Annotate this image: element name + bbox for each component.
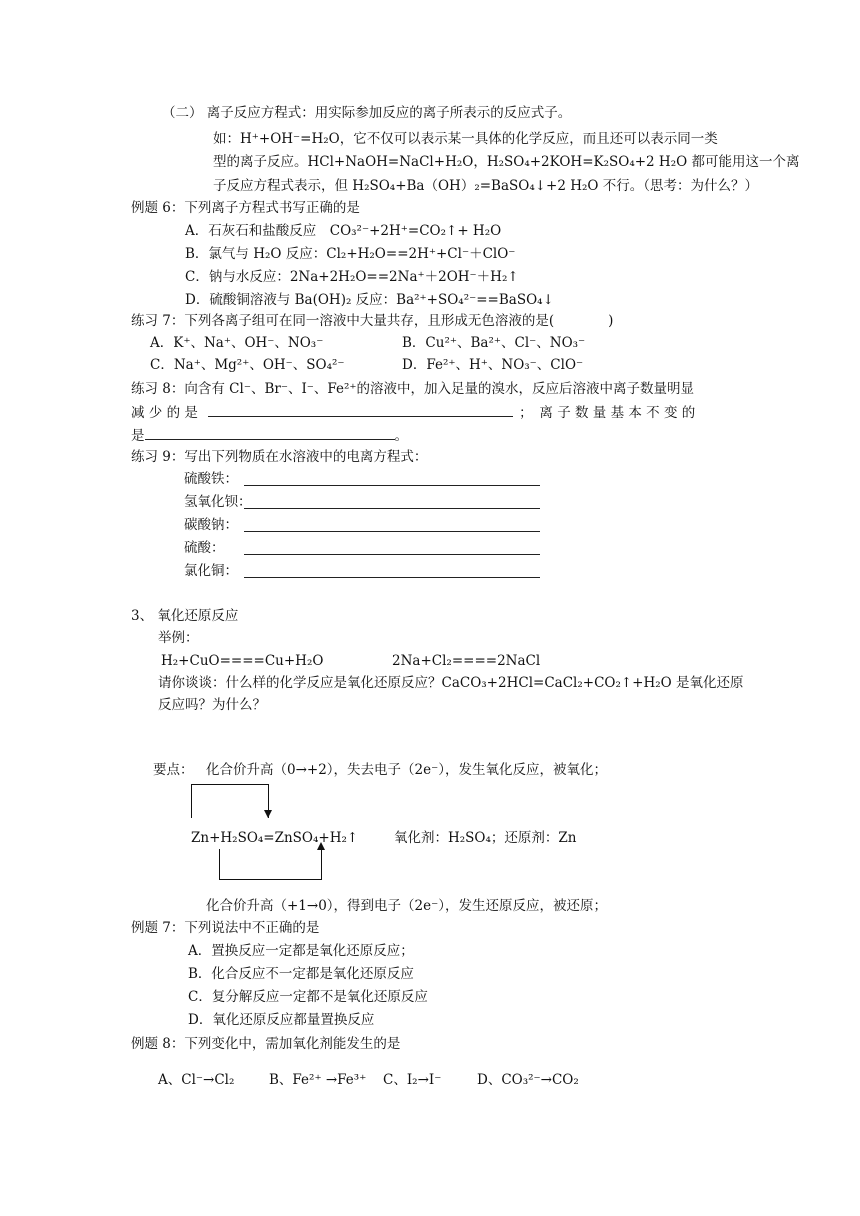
ionic-equation-text-3: 子反应方程式表示，但 H₂SO₄+Ba（OH）₂=BaSO₄↓+2 H₂O 不行。（思考：为什么？） xyxy=(213,178,759,194)
practice-9-blank[interactable] xyxy=(244,554,540,555)
example-7-option-a: A．置换反应一定都是氧化还原反应； xyxy=(188,943,414,959)
practice-8-line-2 xyxy=(131,403,695,422)
practice-9-blank[interactable] xyxy=(244,531,540,532)
example-8-option-a: A、Cl⁻→Cl₂ xyxy=(158,1072,235,1088)
example-7-question: 例题 7：下列说法中不正确的是 xyxy=(131,920,320,936)
oxidant-reductant-text: 氧化剂：H₂SO₄；还原剂：Zn xyxy=(394,830,577,846)
practice-8-period: 。 xyxy=(394,428,408,444)
example-7-option-d: D．氧化还原反应都量置换反应 xyxy=(188,1012,375,1028)
practice-9-blank[interactable] xyxy=(244,508,540,509)
example-8-option-b: B、Fe²⁺ →Fe³⁺ xyxy=(269,1072,367,1088)
practice-8-unchanged-blank[interactable] xyxy=(145,426,395,440)
example-6-option-c: C．钠与水反应：2Na+2H₂O==2Na⁺＋2OH⁻＋H₂↑ xyxy=(185,269,519,285)
reduction-bracket xyxy=(219,849,322,880)
practice-9-item: 碳酸钠： xyxy=(184,517,238,533)
example-6-option-b: B．氯气与 H₂O 反应：Cl₂+H₂O==2H⁺+Cl⁻＋ClO⁻ xyxy=(185,246,516,262)
redox-equation-2: 2Na+Cl₂====2NaCl xyxy=(392,653,541,669)
oxidation-description: 化合价升高（0→+2），失去电子（2e⁻），发生氧化反应，被氧化； xyxy=(206,762,608,778)
example-6-option-d: D．硫酸铜溶液与 Ba(OH)₂ 反应：Ba²⁺+SO₄²⁻==BaSO₄↓ xyxy=(185,292,554,308)
section-redox-heading: 3、 氧化还原反应 xyxy=(131,608,239,624)
reduction-description: 化合价升高（+1→0），得到电子（2e⁻），发生还原反应，被还原； xyxy=(206,898,608,914)
section-ionic-equation-heading: （二） 离子反应方程式：用实际参加反应的离子所表示的反应式子。 xyxy=(162,105,572,121)
ionic-equation-text-1: 如：H⁺+OH⁻=H₂O，它不仅可以表示某一具体的化学反应，而且还可以表示同一类 xyxy=(213,131,718,147)
practice-8-unchanged-label: ； 离 子 数 量 基 本 不 变 的 xyxy=(519,405,696,421)
practice-9-blank[interactable] xyxy=(244,577,540,578)
redox-discussion-2: 反应吗？为什么？ xyxy=(158,697,266,713)
practice-9-item: 硫酸铁： xyxy=(184,471,238,487)
example-6-question: 例题 6：下列离子方程式书写正确的是 xyxy=(131,200,360,216)
practice-8-line-3 xyxy=(131,426,408,445)
practice-7-option-a: A．K⁺、Na⁺、OH⁻、NO₃⁻ xyxy=(150,335,324,351)
reduction-arrow-head xyxy=(317,842,325,850)
practice-7-option-d: D．Fe²⁺、H⁺、NO₃⁻、ClO⁻ xyxy=(402,357,584,373)
practice-8-is-label: 是 xyxy=(131,428,145,444)
oxidation-arrow-head xyxy=(264,810,272,818)
practice-9-item: 硫酸： xyxy=(184,540,225,556)
practice-9-question: 练习 9：写出下列物质在水溶液中的电离方程式： xyxy=(131,449,428,465)
key-points-label: 要点： xyxy=(153,762,194,778)
redox-discussion-1: 请你谈谈：什么样的化学反应是氧化还原反应？CaCO₃+2HCl=CaCl₂+CO₂↑+H₂O 是氧化还原 xyxy=(158,675,744,691)
example-6-option-a: A．石灰石和盐酸反应 CO₃²⁻+2H⁺=CO₂↑+ H₂O xyxy=(185,223,502,239)
example-7-option-c: C．复分解反应一定都不是氧化还原反应 xyxy=(188,989,428,1005)
example-8-option-c: C、I₂→I⁻ xyxy=(383,1072,442,1088)
example-7-option-b: B．化合反应不一定都是氧化还原反应 xyxy=(188,966,414,982)
practice-7-option-c: C．Na⁺、Mg²⁺、OH⁻、SO₄²⁻ xyxy=(150,357,345,373)
practice-8-reduced-blank[interactable] xyxy=(208,403,513,417)
redox-example-label: 举例： xyxy=(158,630,199,646)
practice-9-blank[interactable] xyxy=(244,485,540,486)
ionic-equation-text-2: 型的离子反应。HCl+NaOH=NaCl+H₂O，H₂SO₄+2KOH=K₂SO₄+2 H₂O 都可能用这一个离 xyxy=(213,154,800,170)
practice-8-line-1: 练习 8：向含有 Cl⁻、Br⁻、I⁻、Fe²⁺的溶液中，加入足量的溴水，反应后溶液中离子数量明显 xyxy=(131,381,695,397)
practice-7-question: 练习 7：下列各离子组可在同一溶液中大量共存，且形成无色溶液的是( ) xyxy=(131,313,614,329)
zinc-sulfuric-acid-equation: Zn+H₂SO₄=ZnSO₄+H₂↑ xyxy=(191,830,359,846)
practice-9-item: 氯化铜： xyxy=(184,563,238,579)
example-8-option-d: D、CO₃²⁻→CO₂ xyxy=(477,1072,579,1088)
practice-8-reduced-label: 减 少 的 是 xyxy=(131,405,198,421)
oxidation-bracket xyxy=(191,784,269,818)
example-8-question: 例题 8：下列变化中，需加氧化剂能发生的是 xyxy=(131,1036,401,1052)
practice-9-item: 氢氧化钡： xyxy=(184,494,252,510)
practice-7-option-b: B．Cu²⁺、Ba²⁺、Cl⁻、NO₃⁻ xyxy=(402,335,586,351)
redox-equation-1: H₂+CuO====Cu+H₂O xyxy=(161,653,324,669)
